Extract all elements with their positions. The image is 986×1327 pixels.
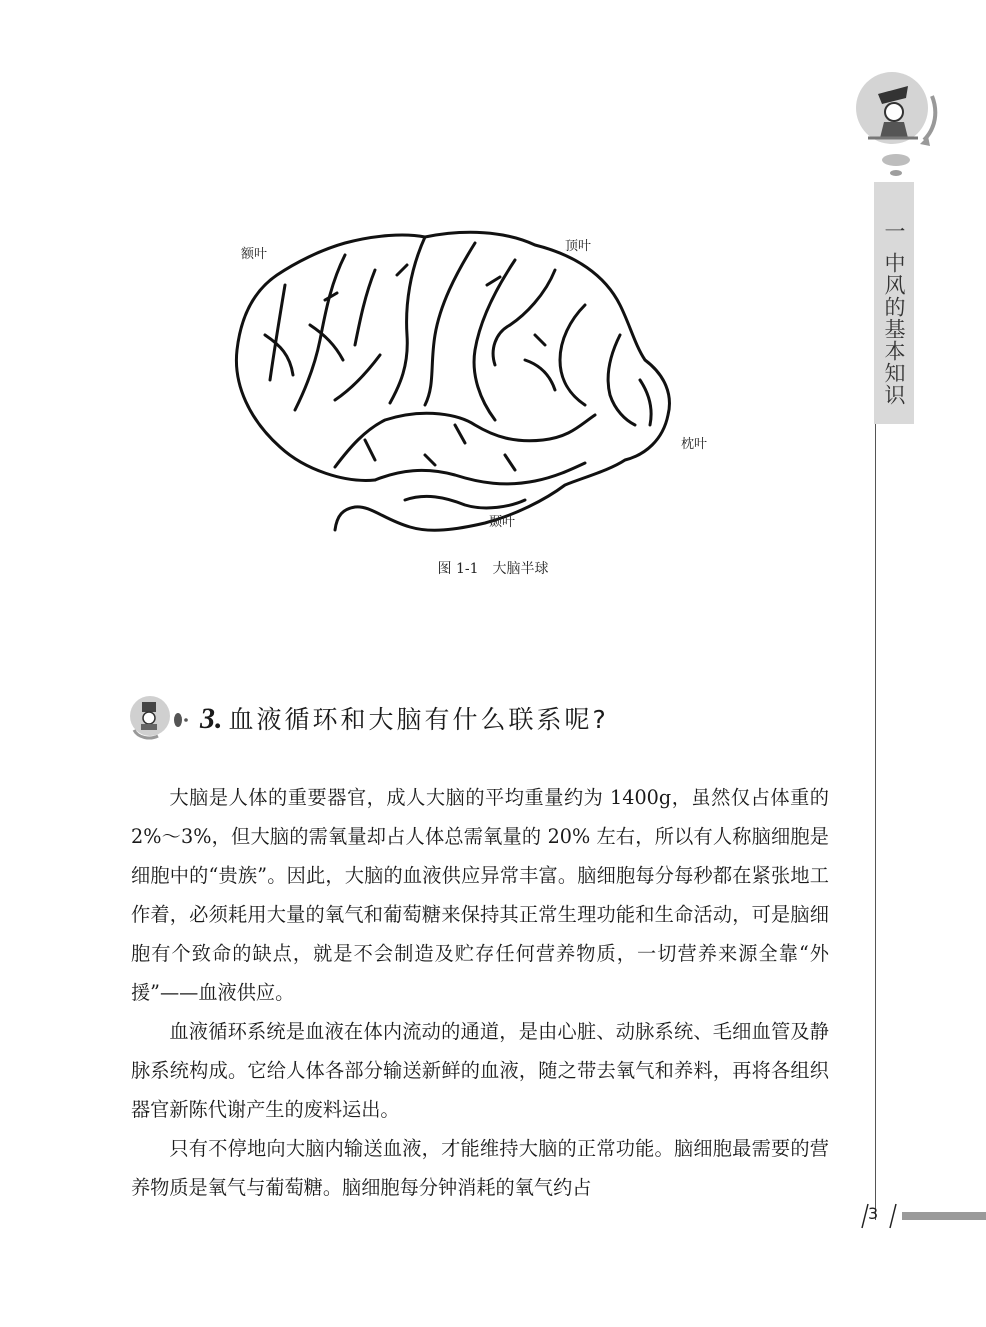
paragraph: 大脑是人体的重要器官，成人大脑的平均重量约为 1400g，虽然仅占体重的 2%～3%，但大脑的需氧量却占人体总需氧量的 20% 左右，所以有人称脑细胞是细胞中的“贵族”。因此，大脑的血液供应异常丰富。脑细胞每分每秒都在紧张地工作着，必须耗用大量的氧气和葡萄糖来保持其正常生理功能和生命活动，可是脑细胞有个致命的缺点，就是不会制造及贮存任何营养物质，一切营养来源全靠“外援”——血液供应。 [131,786,829,1004]
caption-number: 图 1-1 [437,561,479,577]
figure-caption [0,558,986,578]
margin-rule [875,424,876,1220]
body-text [131,778,829,1207]
paragraph: 血液循环系统是血液在体内流动的通道，是由心脏、动脉系统、毛细血管及静脉系统构成。它给人体各部分输送新鲜的血液，随之带去氧气和养料，再将各组织器官新陈代谢产生的废料运出。 [131,1020,829,1121]
section-number: 3. [200,702,223,735]
page-number: 3 [868,1204,879,1223]
chapter-marker: 一 [882,220,906,242]
label-temporal-lobe: 颞叶 [489,515,516,530]
label-parietal-lobe: 顶叶 [565,239,592,254]
chapter-tab [874,182,914,424]
tab-dots-icon [878,152,914,178]
label-occipital-lobe: 枕叶 [681,437,708,452]
label-frontal-lobe: 额叶 [241,247,268,262]
section-badge-icon [128,690,188,742]
brain-outline [236,232,669,530]
section-heading [200,700,609,736]
mascot-badge-icon [848,66,940,158]
chapter-title: 中风的基本知识 [882,252,906,406]
brain-illustration [225,215,725,545]
brain-figure [225,215,725,545]
paragraph: 只有不停地向大脑内输送血液，才能维持大脑的正常功能。脑细胞最需要的营养物质是氧气与葡萄糖。脑细胞每分钟消耗的氧气约占 [131,1137,829,1199]
section-title: 血液循环和大脑有什么联系呢? [228,705,609,734]
caption-title: 大脑半球 [492,561,549,577]
page-number-block [852,1200,986,1232]
